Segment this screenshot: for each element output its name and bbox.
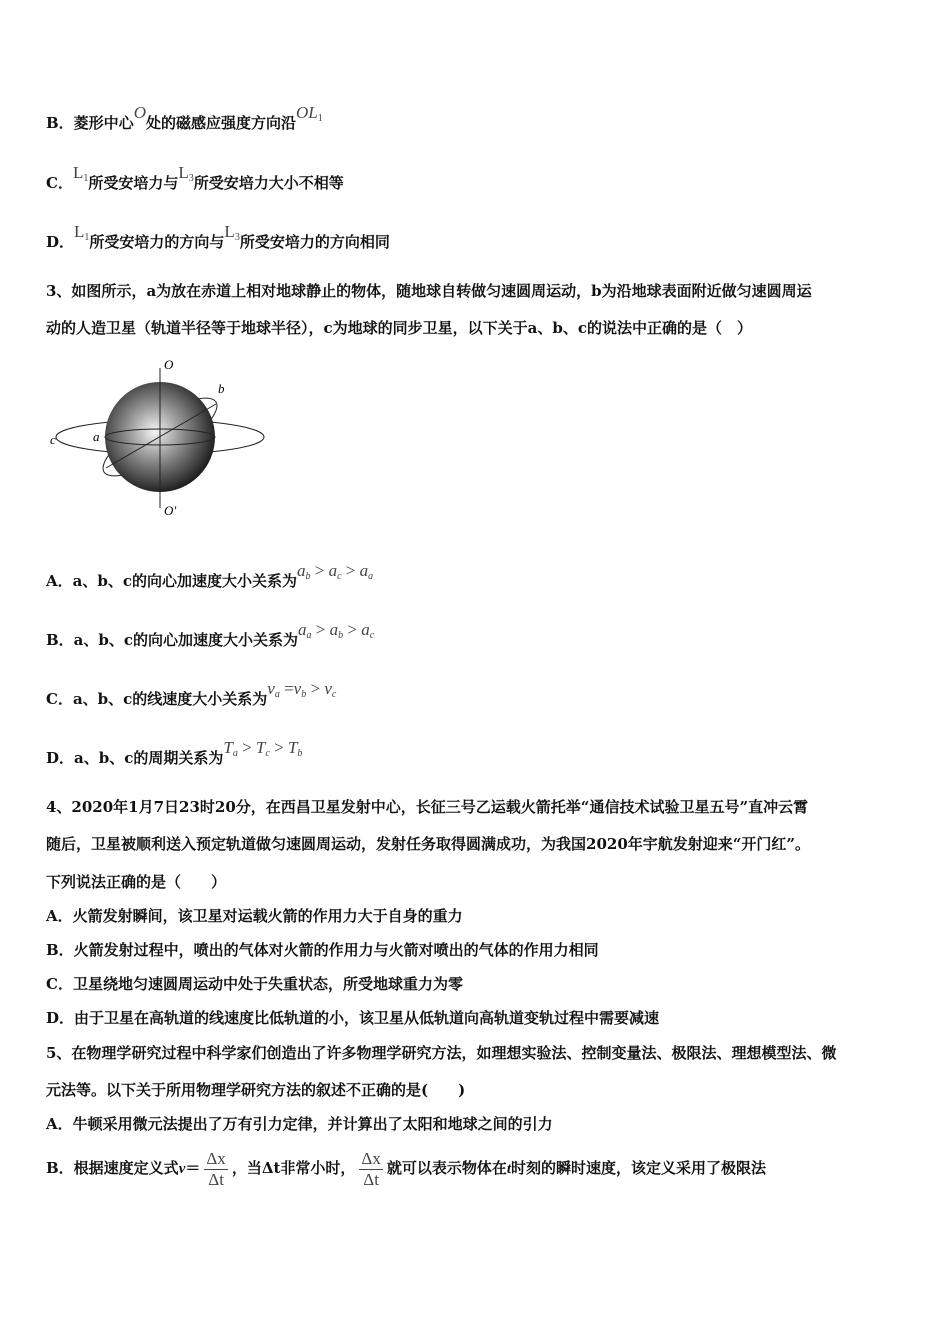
q3-option-a: A．a、b、c的向心加速度大小关系为$a_b > a_c > a_a$	[46, 561, 374, 590]
q4-option-a: A．火箭发射瞬间，该卫星对运载火箭的作用力大于自身的重力	[46, 907, 463, 925]
formula: $a_b > a_c > a_a$	[296, 561, 374, 582]
formula-symbol: L1	[72, 163, 89, 184]
q5-option-b: B．根据速度定义式v＝ $\frac{\Delta x}{\Delta t}$ ，当Δt非常小时， $\frac{\Delta x}{\Delta t}$ 就可以表示物体在t时刻的瞬时速度，该定义采用了极限法	[46, 1148, 767, 1189]
formula: $v_a =v_b > v_c$	[267, 679, 337, 700]
q5-option-a: A．牛顿采用微元法提出了万有引力定律，并计算出了太阳和地球之间的引力	[46, 1115, 553, 1133]
formula-symbol: L3	[224, 222, 240, 243]
fraction-delta-x-over-delta-t: $\frac{\Delta x}{\Delta t}$	[206, 1148, 226, 1189]
q4-stem-line3: 下列说法正确的是（ ）	[46, 873, 227, 891]
q2-option-c: C．L1所受安培力与L3所受安培力大小不相等	[46, 163, 344, 192]
label-b: b	[218, 381, 225, 396]
q2-option-b: B．菱形中心O处的磁感应强度方向沿OL1	[46, 103, 323, 132]
label-a: a	[93, 429, 100, 444]
formula-symbol: O	[133, 103, 146, 122]
q3-stem-line1: 3、如图所示，a为放在赤道上相对地球静止的物体，随地球自转做匀速圆周运动，b为沿地球表面附近做匀速圆周运	[46, 282, 812, 300]
q4-stem-line2: 随后，卫星被顺利送入预定轨道做匀速圆周运动，发射任务取得圆满成功，为我国2020年宇航发射迎来“开门红”。	[46, 835, 811, 853]
formula-symbol: L1	[74, 222, 90, 243]
formula: $T_a > T_c > T_b$	[223, 738, 303, 759]
formula-symbol: OL1	[295, 103, 323, 124]
q4-stem-line1: 4、2020年1月7日23时20分，在西昌卫星发射中心，长征三号乙运载火箭托举“通信技术试验卫星五号”直冲云霄	[46, 798, 809, 816]
q3-option-d: D．a、b、c的周期关系为$T_a > T_c > T_b$	[46, 738, 303, 767]
q3-option-b: B．a、b、c的向心加速度大小关系为$a_a > a_b > a_c$	[46, 620, 375, 649]
q5-stem-line1: 5、在物理学研究过程中科学家们创造出了许多物理学研究方法，如理想实验法、控制变量法、极限法、理想模型法、微	[46, 1044, 837, 1062]
label-o: O	[164, 357, 174, 372]
q4-option-c: C．卫星绕地匀速圆周运动中处于失重状态，所受地球重力为零	[46, 975, 463, 993]
q3-option-c: C．a、b、c的线速度大小关系为$v_a =v_b > v_c$	[46, 679, 337, 708]
q3-stem-line2: 动的人造卫星（轨道半径等于地球半径），c为地球的同步卫星，以下关于a、b、c的说法中正确的是（ ）	[46, 319, 752, 337]
earth-orbit-figure	[46, 352, 276, 522]
q5-stem-line2: 元法等。以下关于所用物理学研究方法的叙述不正确的是( )	[46, 1081, 466, 1099]
q4-option-d: D．由于卫星在高轨道的线速度比低轨道的小，该卫星从低轨道向高轨道变轨过程中需要减速	[46, 1009, 660, 1027]
formula: $a_a > a_b > a_c$	[298, 620, 375, 641]
label-o-prime: O′	[164, 503, 177, 518]
label-c: c	[50, 432, 56, 447]
q4-option-b: B．火箭发射过程中，喷出的气体对火箭的作用力与火箭对喷出的气体的作用力相同	[46, 941, 599, 959]
q2-option-d: D．L1所受安培力的方向与L3所受安培力的方向相同	[46, 222, 390, 251]
fraction-delta-x-over-delta-t: $\frac{\Delta x}{\Delta t}$	[361, 1148, 381, 1189]
formula-symbol: L3	[178, 163, 194, 184]
